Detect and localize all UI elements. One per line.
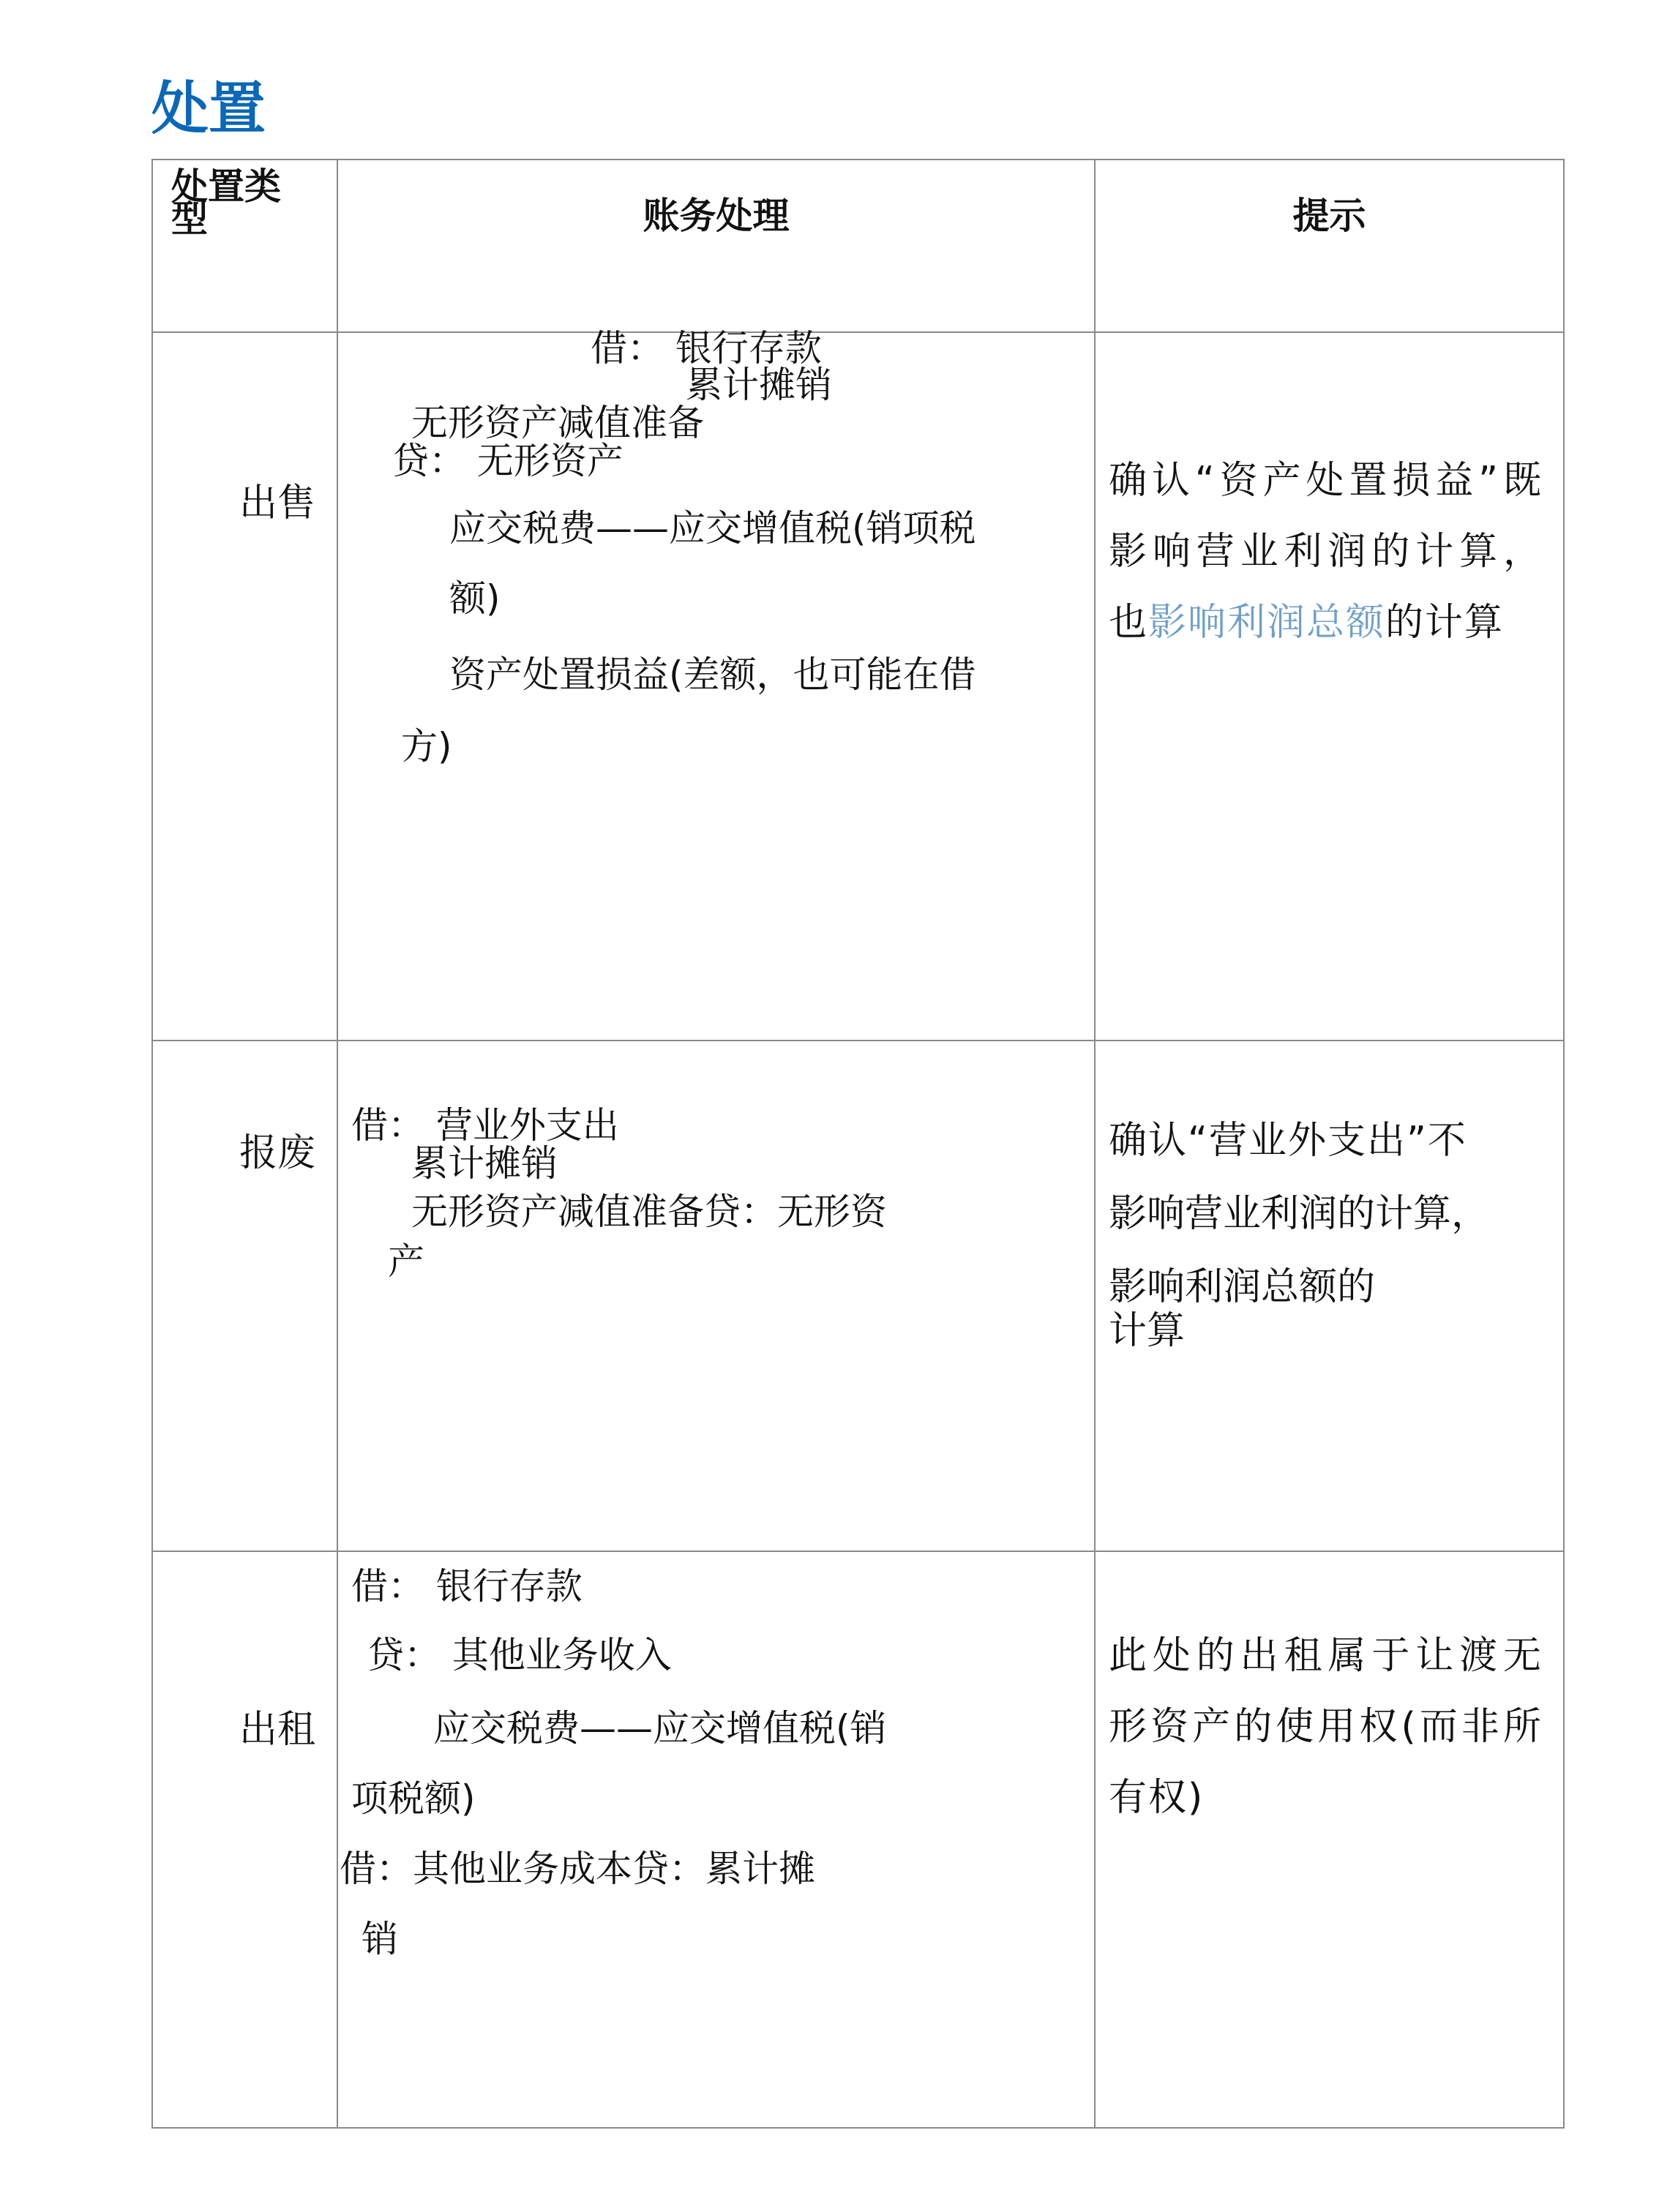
tip-text-lease: 此处的出租属于让渡无形资产的使用权(而非所有权) — [1109, 1634, 1543, 1820]
page-title: 处置 — [151, 76, 266, 142]
entry-line: 借：其他业务成本贷：累计摊 — [340, 1848, 815, 1890]
tip-line: 计算 — [1109, 1309, 1186, 1353]
entry-line: 项税额) — [351, 1777, 476, 1820]
table-header-row — [152, 160, 1564, 332]
entries-cell-sale — [337, 327, 1095, 1041]
entries-cell-scrap — [337, 1041, 1095, 1551]
entry-line: 累计摊销 — [411, 1142, 558, 1185]
entry-line: 借： 银行存款 — [351, 1565, 583, 1608]
entry-line: 累计摊销 — [686, 364, 832, 406]
tip-text: 确认“资产处置损益”既影响营业利润的计算，也 — [1109, 459, 1543, 645]
header-cell-accounting — [337, 160, 1095, 332]
header-type: 处置类型 — [171, 165, 281, 240]
header-tip: 提示 — [1292, 195, 1366, 237]
entry-line: 贷： 其他业务收入 — [367, 1634, 672, 1676]
entries-cell-lease — [337, 1551, 1095, 2128]
entry-line: 资产处置损益(差额，也可能在借 — [449, 653, 976, 696]
type-cell-lease — [152, 1551, 337, 2128]
entry-line: 应交税费——应交增值税(销项税 — [449, 507, 976, 550]
type-cell-sale — [152, 332, 337, 1041]
tip-line: 影响利润总额的 — [1109, 1265, 1376, 1309]
type-cell-scrap — [152, 1041, 337, 1551]
tip-text-sale — [1109, 446, 1543, 659]
table-row-scrap — [152, 1041, 1564, 1551]
tip-cell-scrap — [1095, 1041, 1564, 1551]
table-row-sale — [152, 332, 1564, 1041]
type-label-lease: 出租 — [239, 1708, 316, 1752]
entry-line: 贷： 无形资产 — [392, 440, 623, 482]
tip-text: 的计算 — [1385, 601, 1505, 645]
table-row-lease — [152, 1551, 1564, 2128]
entry-line: 无形资产减值准备 — [411, 402, 704, 444]
type-label-scrap: 报废 — [239, 1131, 316, 1175]
entry-line: 方) — [401, 725, 452, 768]
header-cell-tip — [1095, 160, 1564, 332]
entry-line: 应交税费——应交增值税(销 — [433, 1707, 887, 1750]
tip-cell-lease — [1095, 1551, 1564, 2128]
entry-line: 借： 银行存款 — [591, 327, 822, 370]
entry-line: 额) — [449, 577, 501, 620]
entry-line: 销 — [362, 1918, 398, 1960]
type-label-sale: 出售 — [239, 481, 316, 525]
header-cell-type — [152, 160, 337, 332]
entry-line: 无形资产减值准备贷：无形资 — [411, 1191, 887, 1233]
tip-cell-sale — [1095, 332, 1564, 1041]
disposal-table — [151, 159, 1565, 2129]
entry-line: 借： 营业外支出 — [351, 1104, 619, 1147]
tip-line: 影响营业利润的计算， — [1109, 1192, 1490, 1236]
entry-line: 产 — [388, 1240, 424, 1283]
header-accounting: 账务处理 — [643, 195, 790, 237]
tip-highlight: 影响利润总额 — [1148, 601, 1386, 645]
tip-line: 确认“营业外支出”不 — [1109, 1119, 1467, 1163]
